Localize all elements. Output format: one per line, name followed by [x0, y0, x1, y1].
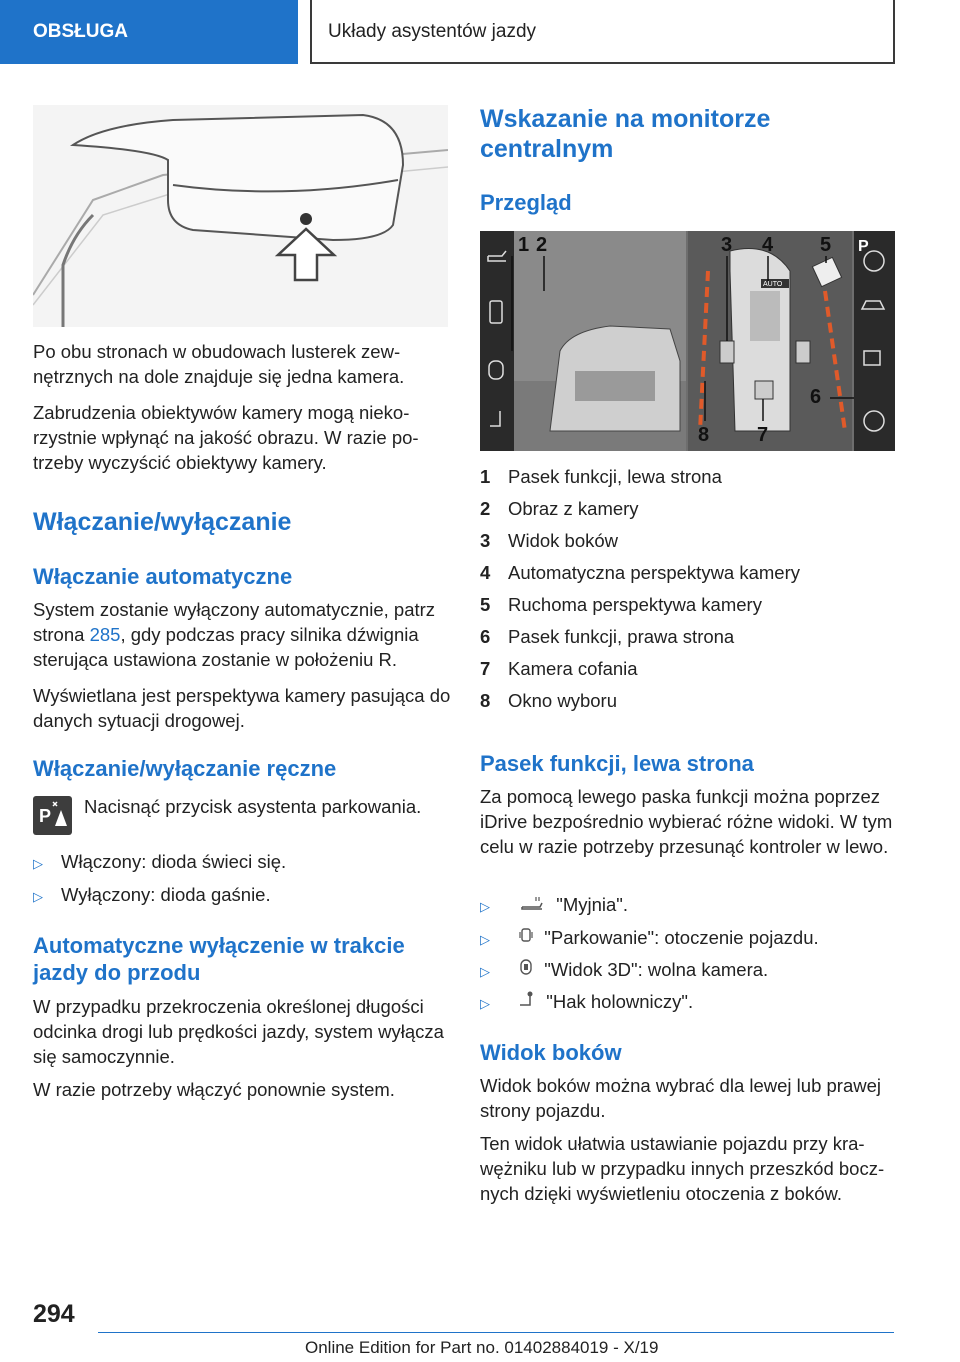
footer-edition: Online Edition for Part no. 01402884019 - X/19: [305, 1338, 659, 1357]
side-view-text-2: Ten widok ułatwia ustawianie pojazdu przy krawężniku lub w przypadku innych przeszkód bocznych dzięki wyświetleniu otoczenia z boków.: [480, 1133, 885, 1204]
page-number: 294: [33, 1300, 75, 1328]
dirt-text: Zabrudzenia obiektywów kamery mogą niekorzystnie wpłynąć na jakość obrazu. W razie potrzeby wyczyścić obiektywy kamery.: [33, 402, 419, 473]
monitor-screenshot: [480, 231, 895, 451]
legend-item: 4 Automatyczna perspektywa kamery: [480, 562, 801, 583]
legend-item: 1 Pasek funkcji, lewa strona: [480, 466, 722, 487]
svg-text:P: P: [858, 238, 869, 255]
heading-manual: Włączanie/wyłączanie ręczne: [33, 756, 337, 781]
left-bar-bullet-parking: ▷ "Parkowanie": otoczenie pojazdu.: [480, 925, 819, 952]
callout-4: 4: [762, 234, 774, 256]
chapter-title: Układy asystentów jazdy: [310, 0, 895, 64]
page-link[interactable]: 285: [89, 624, 121, 645]
auto-text: System zostanie wyłączony automatycznie, patrz strona 285, gdy podczas pracy silnika dźwignia sterująca ustawiona zostanie w położeniu R.: [33, 599, 436, 670]
heading-auto: Włączanie automatyczne: [33, 564, 293, 589]
heading-side-view: Widok boków: [480, 1040, 622, 1065]
triangle-bullet-icon: ▷: [480, 899, 490, 914]
legend-list: [480, 464, 895, 720]
legend-item: 3 Widok boków: [480, 530, 619, 551]
triangle-bullet-icon: ▷: [33, 856, 43, 871]
mirror-caption: Po obu stronach w obudowach lusterek zewnętrznych na dole znajduje się jedna kamera.: [33, 341, 405, 387]
left-bar-text: Za pomocą lewego paska funkcji można poprzez iDrive bezpośrednio wybierać różne widoki. W tym celu w razie potrzeby przesunąć kontroler w lewo.: [480, 786, 893, 857]
triangle-bullet-icon: ▷: [33, 889, 43, 904]
auto-badge: AUTO: [763, 281, 783, 288]
heading-left-bar: Pasek funkcji, lewa strona: [480, 751, 754, 776]
legend-item: 7 Kamera cofania: [480, 658, 638, 679]
heading-overview: Przegląd: [480, 190, 572, 215]
heading-monitor: Wskazanie na monitorze centralnym: [480, 105, 771, 163]
manual-bullet-on: ▷ Włączony: dioda świeci się.: [33, 849, 286, 876]
callout-6: 6: [810, 386, 822, 408]
callout-7: 7: [757, 424, 769, 446]
view-3d-icon: [513, 957, 539, 982]
svg-text:P: P: [39, 806, 52, 826]
car-wash-icon: [513, 892, 551, 917]
triangle-bullet-icon: ▷: [480, 964, 490, 979]
triangle-bullet-icon: ▷: [480, 996, 490, 1011]
parking-assist-button-icon: [33, 796, 72, 835]
legend-item: 6 Pasek funkcji, prawa strona: [480, 626, 735, 647]
autooff-text: W przypadku przekroczenia określonej długości odcinka drogi lub prędkości jazdy, system wyłącza się samoczynnie.: [33, 996, 444, 1067]
heading-onoff: Włączanie/wyłączanie: [33, 508, 292, 536]
tow-hitch-icon: [513, 989, 541, 1014]
mirror-illustration: [33, 105, 448, 327]
footer-divider: [98, 1332, 894, 1333]
callout-3: 3: [721, 234, 733, 256]
left-bar-bullet-carwash: ▷ "Myjnia".: [480, 892, 628, 919]
heading-autooff: Automatyczne wyłączenie w trakcie jazdy do przodu: [33, 933, 405, 985]
callout-1: 1: [518, 234, 530, 256]
callout-8: 8: [698, 424, 710, 446]
auto-text-2: Wyświetlana jest perspektywa kamery pasująca do danych sytuacji drogowej.: [33, 685, 451, 731]
legend-item: 5 Ruchoma perspektywa kamery: [480, 594, 762, 615]
section-tab: OBSŁUGA: [0, 0, 298, 64]
legend-item: 2 Obraz z kamery: [480, 498, 639, 519]
autooff-text-2: W razie potrzeby włączyć ponownie system.: [33, 1079, 395, 1100]
legend-item: 8 Okno wyboru: [480, 690, 617, 711]
left-bar-bullet-3d: ▷ "Widok 3D": wolna kamera.: [480, 957, 768, 984]
left-bar-bullet-towbar: ▷ "Hak holowniczy".: [480, 989, 693, 1016]
triangle-bullet-icon: ▷: [480, 932, 490, 947]
callout-5: 5: [820, 234, 832, 256]
manual-text: Nacisnąć przycisk asystenta parkowania.: [84, 796, 422, 817]
parking-view-icon: [513, 925, 539, 950]
callout-2: 2: [536, 234, 548, 256]
manual-bullet-off: ▷ Wyłączony: dioda gaśnie.: [33, 882, 271, 909]
side-view-text-1: Widok boków można wybrać dla lewej lub prawej strony pojazdu.: [480, 1075, 882, 1121]
